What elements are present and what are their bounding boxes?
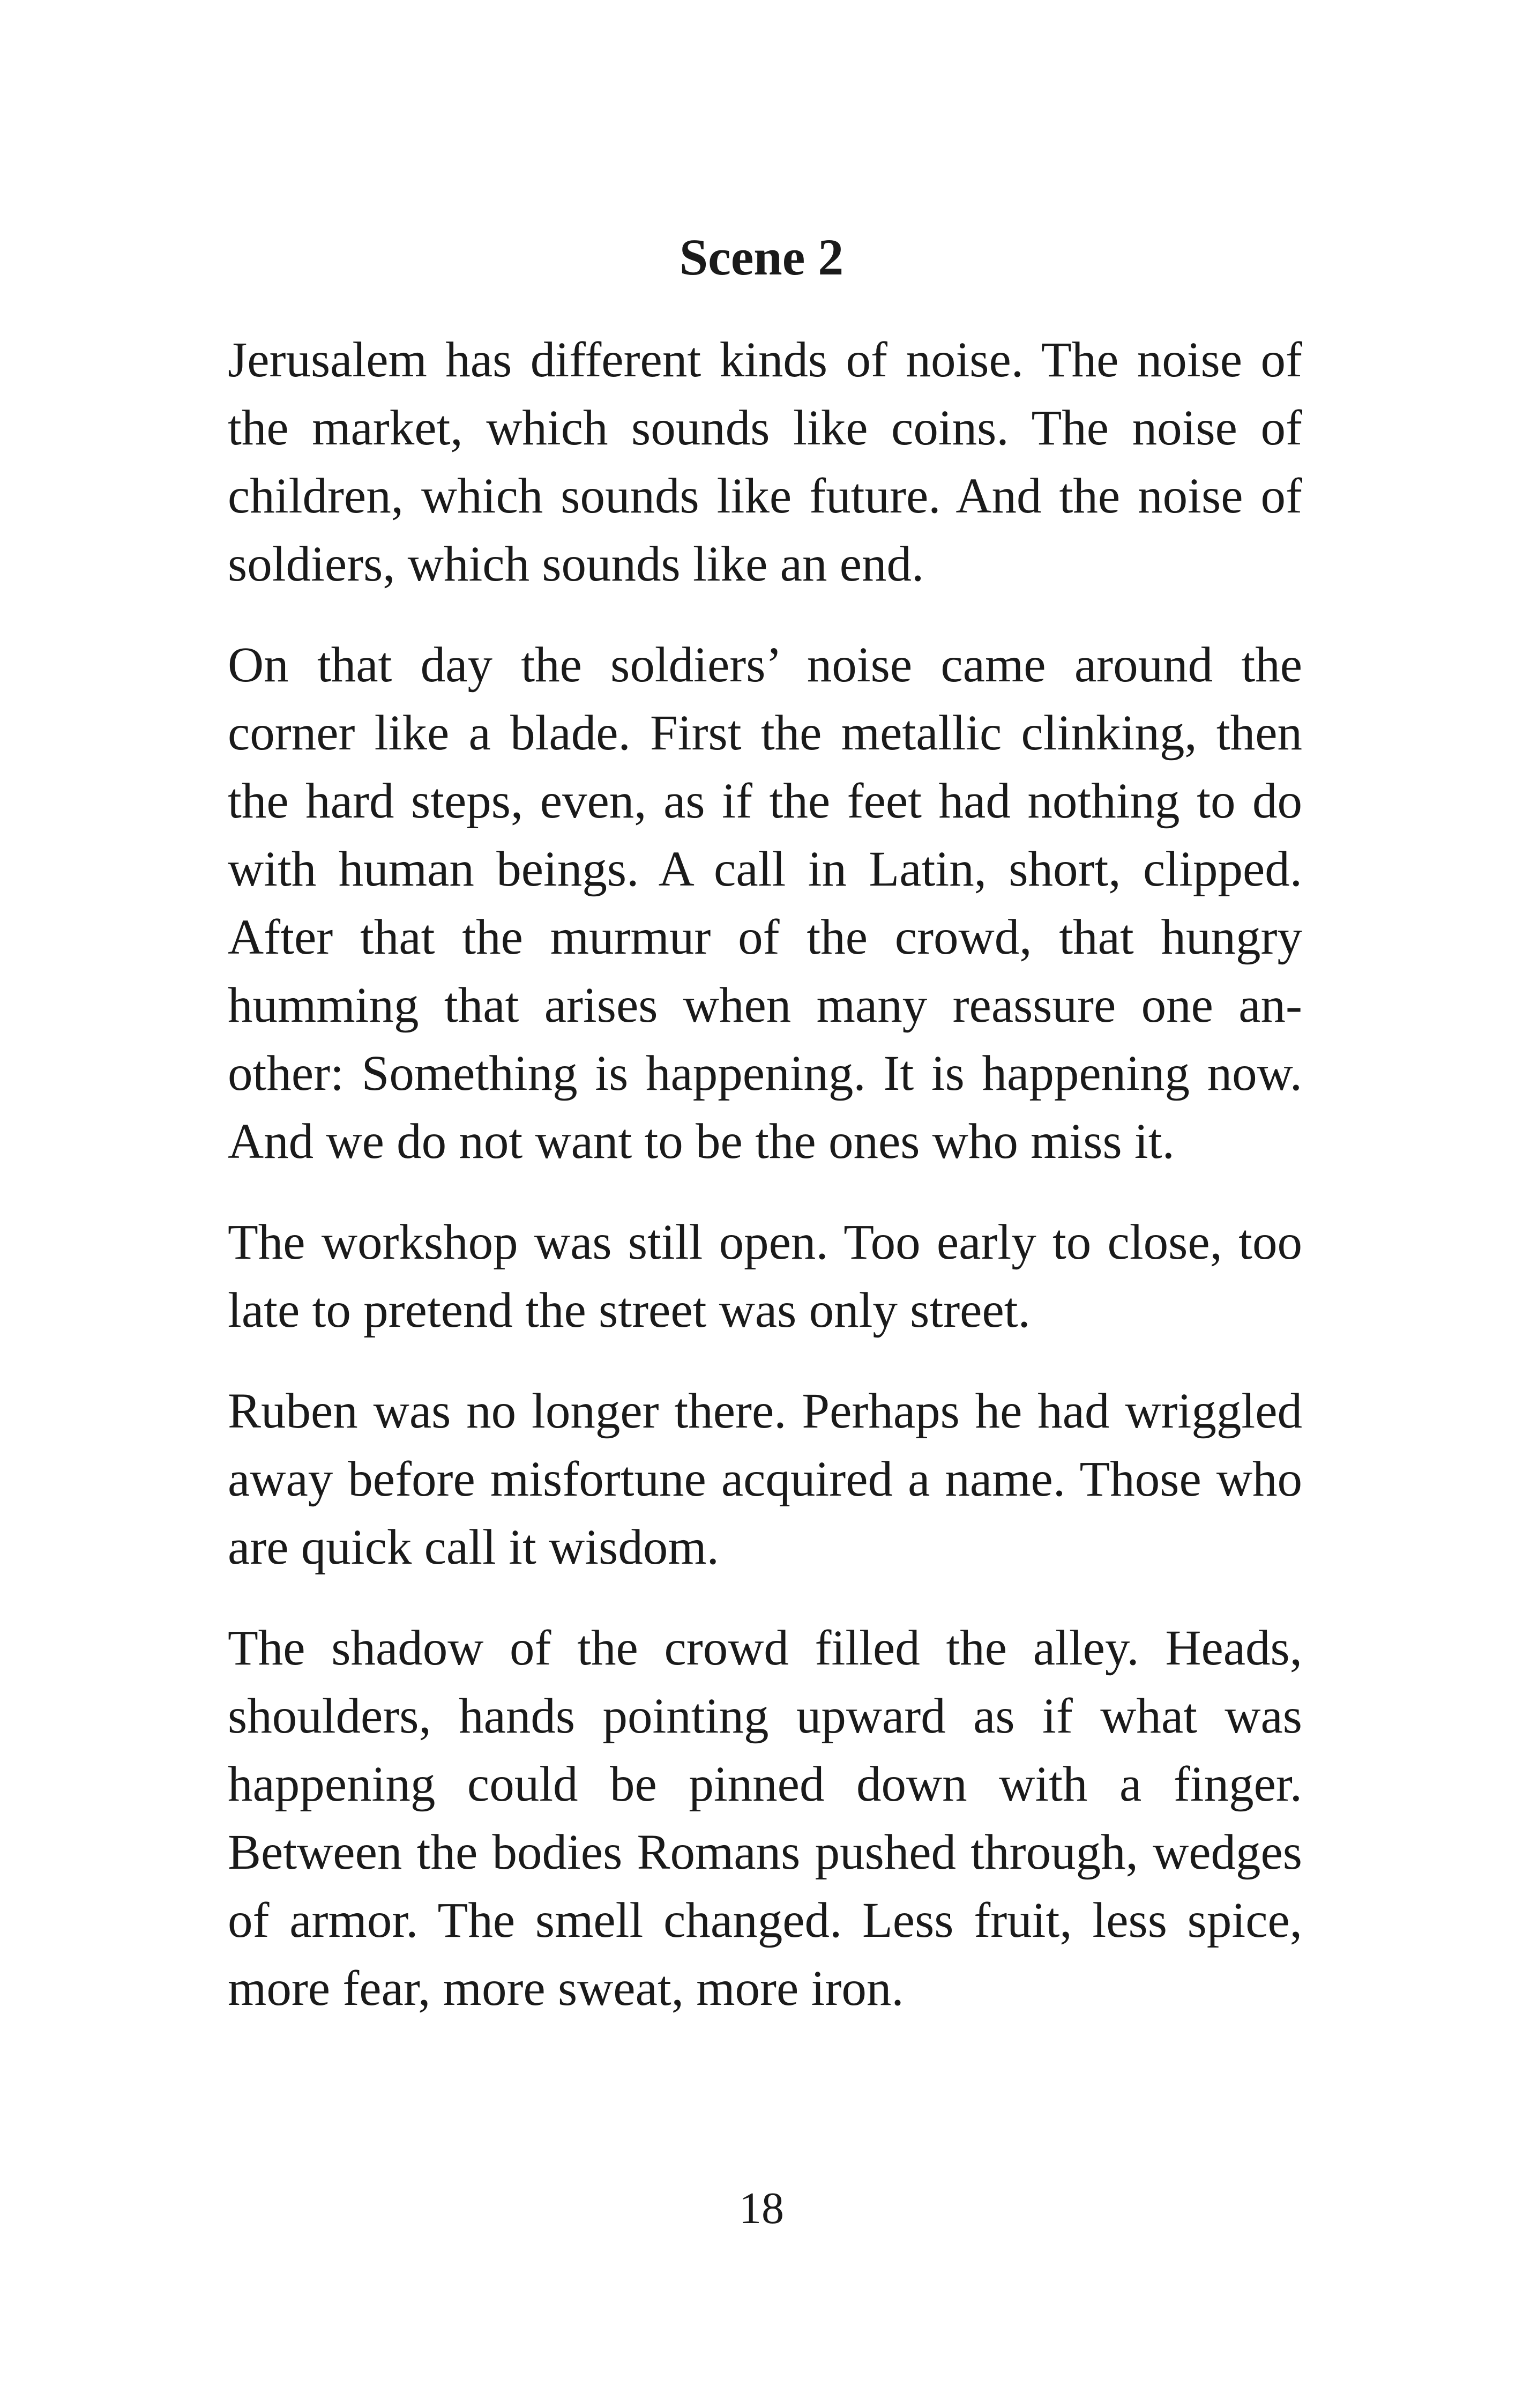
- paragraph-1: Jerusalem has different kinds of noise. The noise of the market, which sounds like coins. The noise of children, which sounds like future. And the noise of soldiers, which sounds like an end.: [228, 332, 1302, 592]
- paragraph-5: The shadow of the crowd filled the alley. Heads, shoulders, hands pointing upward as if what was happening could be pinned down with a finger. Between the bodies Romans pushed through, wedges of armor. The smell changed. Less fruit, less spice, more fear, more sweat, more iron.: [228, 1621, 1302, 2016]
- paragraph-4: Ruben was no longer there. Perhaps he had wriggled away before misfortune acquired a name. Those who are quick call it wisdom.: [228, 1384, 1302, 1575]
- paragraph-3: The workshop was still open. Too early to close, too late to pretend the street was only street.: [228, 1215, 1302, 1338]
- page-number: 18: [739, 2183, 784, 2233]
- paragraph-2: On that day the soldiers’ noise came around the corner like a blade. First the metallic clinking, then the hard steps, even, as if the feet had nothing to do with human beings. A call in Latin, short, clipped. After that the murmur of the crowd, that hungry humming that arises when many reassure one another: Something is happening. It is happening now. And we do not want to be the ones who miss it.: [228, 637, 1302, 1169]
- body-text: [228, 326, 1302, 2023]
- scene-title: Scene 2: [679, 228, 844, 286]
